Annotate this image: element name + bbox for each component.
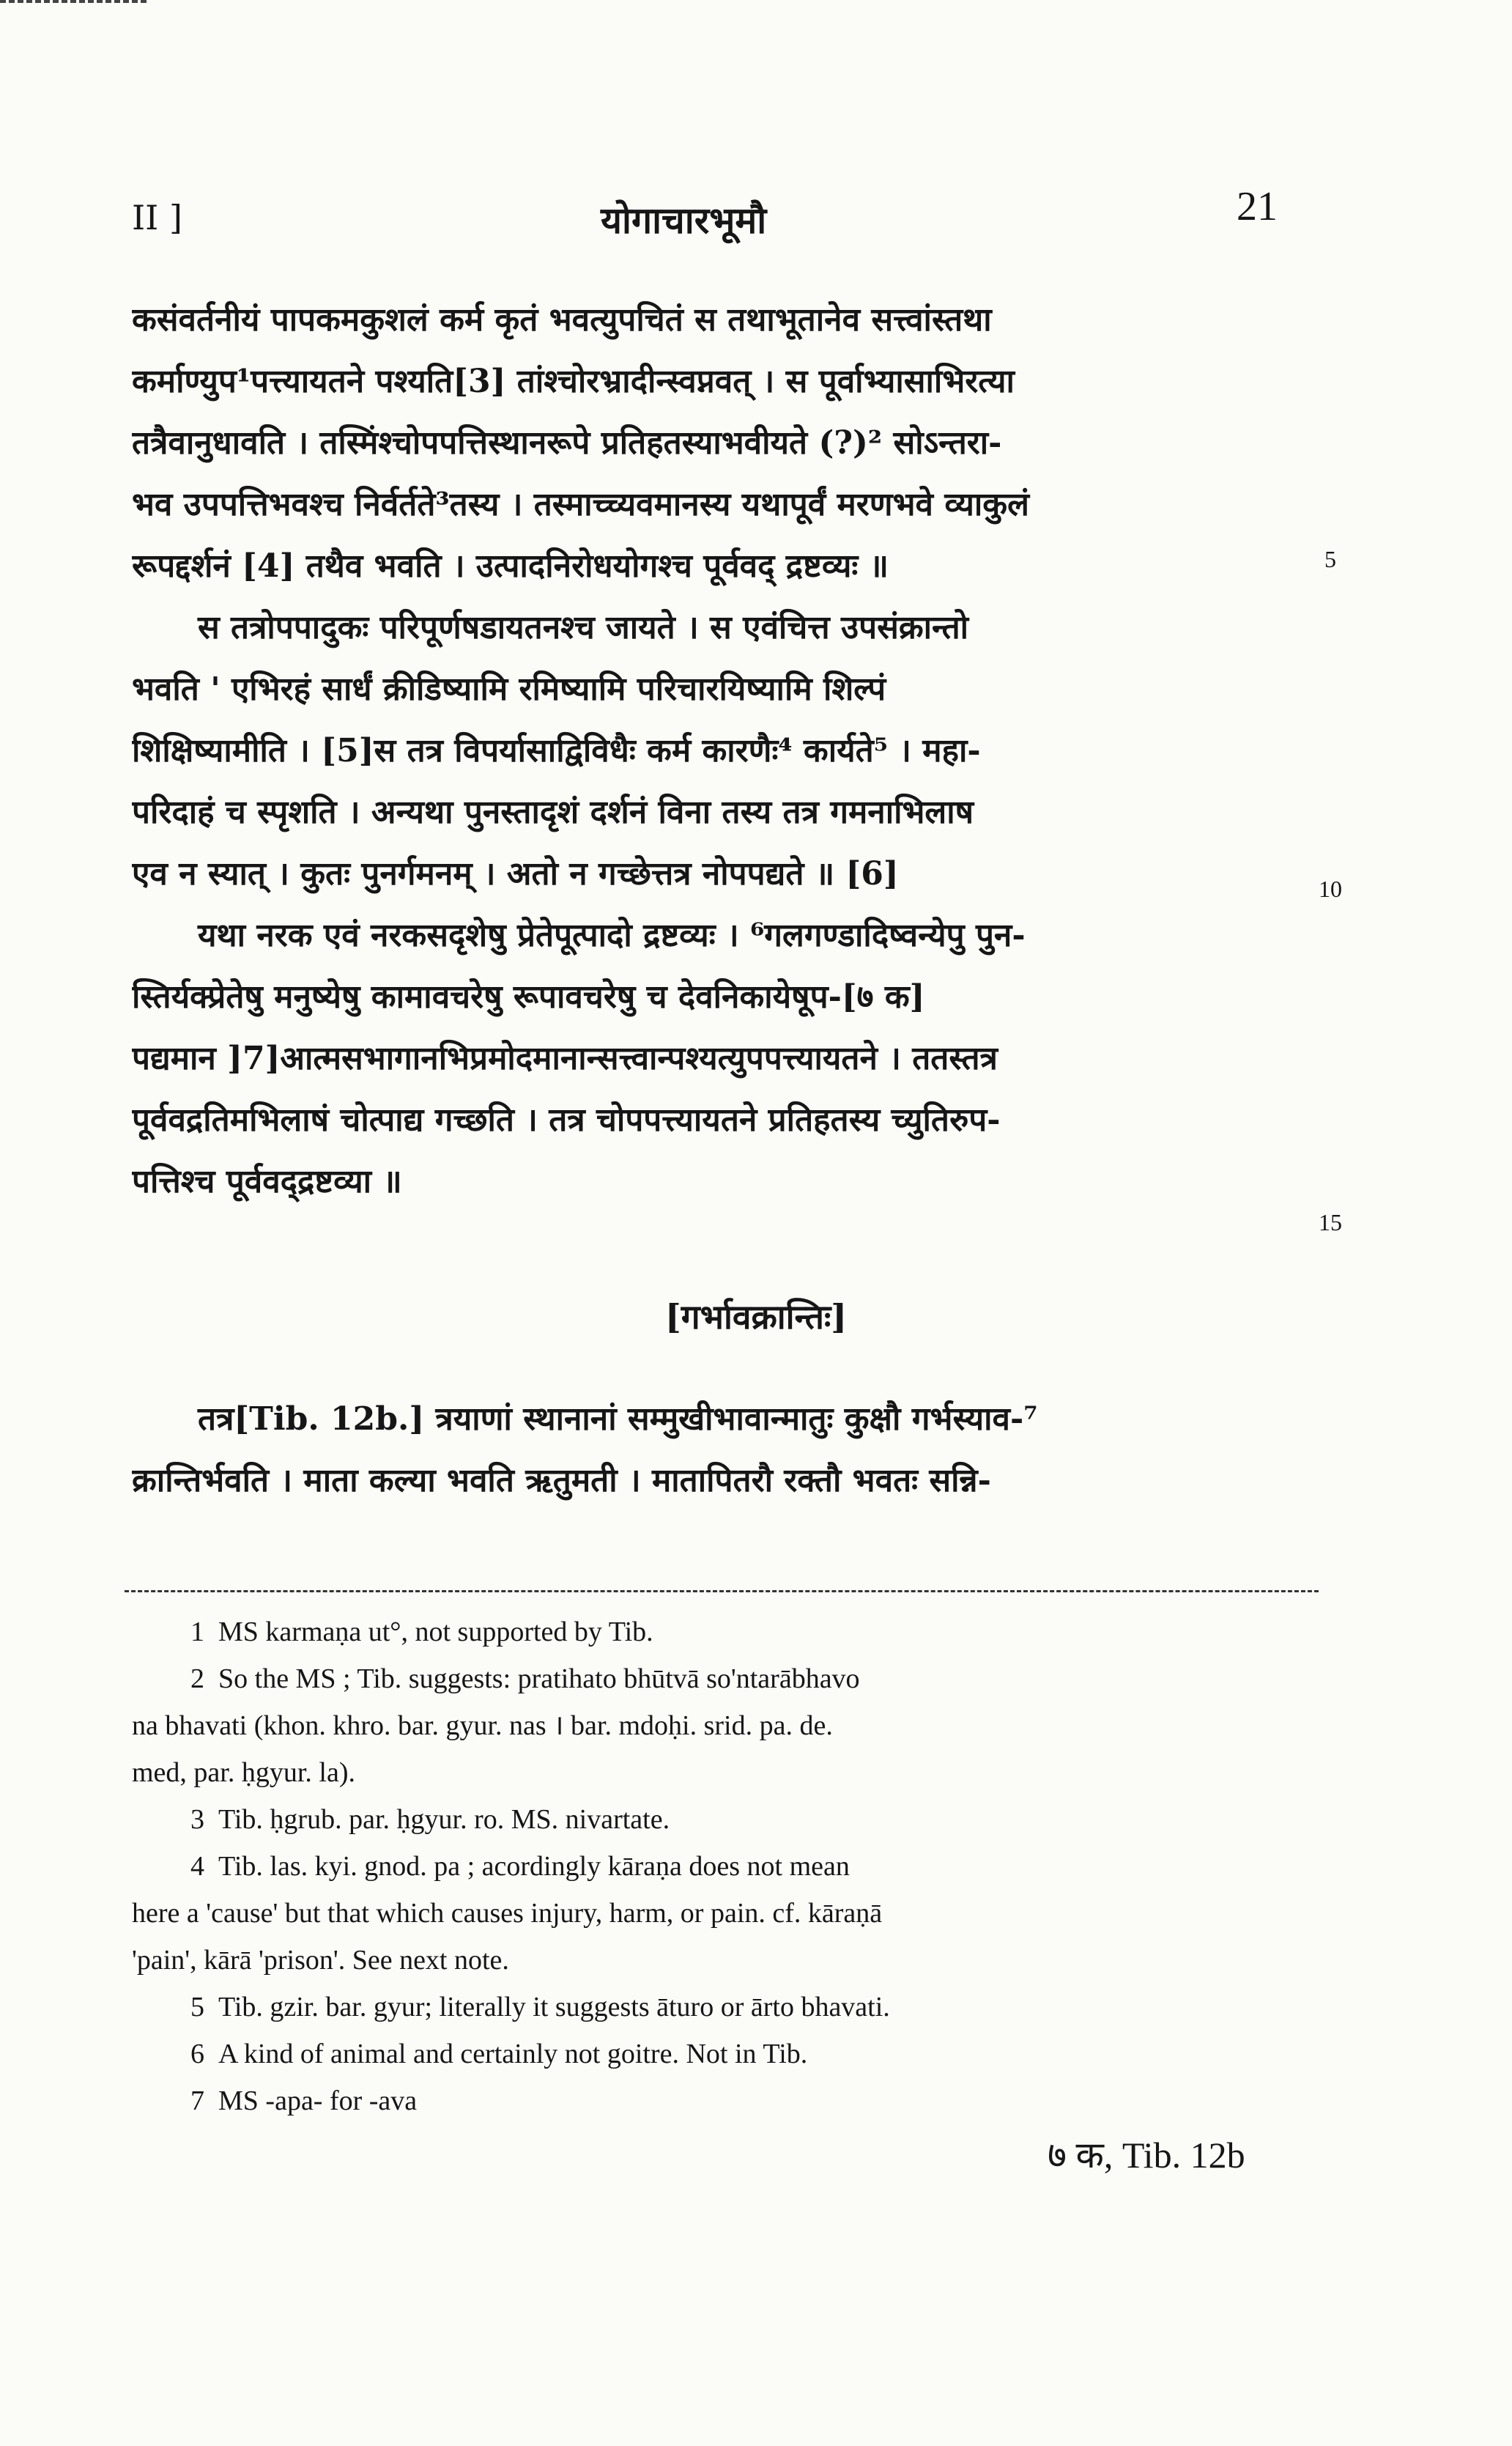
footnote-2-continuation: med, par. ḥgyur. la).	[132, 1757, 355, 1788]
footnote-5: 5 Tib. gzir. bar. gyur; literally it suggests āturo or ārto bhavati.	[190, 1992, 890, 2022]
text-line: कसंवर्तनीयं पापकमकुशलं कर्म कृतं भवत्युपचितं स तथाभूतानेव सत्त्वांस्तथा	[132, 301, 992, 339]
text-line: भव उपपत्तिभवश्च निर्वर्तते³तस्य । तस्माच्च्यवमानस्य यथापूर्वं मरणभवे व्याकुलं	[132, 486, 1029, 523]
text-line: पद्यमान ]7]आत्मसभागानभिप्रमोदमानान्सत्त्वान्पश्यत्युपपत्त्यायतने । ततस्तत्र	[132, 1040, 998, 1077]
main-text	[132, 289, 1289, 1213]
footnote-7: 7 MS -apa- for -ava	[190, 2085, 418, 2116]
line-number-10: 10	[1319, 876, 1342, 902]
footnote-3: 3 Tib. ḥgrub. par. ḥgyur. ro. MS. nivartate.	[190, 1804, 670, 1835]
section-heading: [गर्भावक्रान्तिः]	[664, 1297, 848, 1337]
footnote-4-continuation: here a 'cause' but that which causes injury, harm, or pain. cf. kāraṇā	[132, 1898, 883, 1929]
text-line: स तत्रोपपादुकः परिपूर्णषडायतनश्च जायते । स एवंचित्त उपसंक्रान्तो	[198, 609, 969, 646]
text-line: तत्रैवानुधावति । तस्मिंश्चोपपत्तिस्थानरूपे प्रतिहतस्याभवीयते (?)² सोऽन्तरा-	[132, 424, 1002, 462]
text-line: पूर्ववद्रतिमभिलाषं चोत्पाद्य गच्छति । तत्र चोपपत्त्यायतने प्रतिहतस्य च्युतिरुप-	[132, 1101, 1001, 1139]
section-text	[132, 1389, 1289, 1512]
text-line: परिदाहं च स्पृशति । अन्यथा पुनस्तादृशं दर्शनं विना तस्य तत्र गमनाभिलाष	[132, 794, 974, 831]
text-line: एव न स्यात् । कुतः पुनर्गमनम् । अतो न गच्छेत्तत्र नोपपद्यते ॥ [6]	[132, 855, 899, 893]
text-line: यथा नरक एवं नरकसदृशेषु प्रेतेपूत्पादो द्रष्टव्यः । ⁶गलगण्डादिष्वन्येपु पुन-	[198, 917, 1026, 954]
footnote-separator	[125, 1590, 1319, 1592]
line-number-5: 5	[1324, 546, 1336, 572]
line-number-15: 15	[1319, 1209, 1342, 1235]
text-line: स्तिर्यक्प्रेतेषु मनुष्येषु कामावचरेषु रूपावचरेषु च देवनिकायेषूप-[७ क]	[132, 978, 925, 1016]
text-line: कर्माण्युप¹पत्त्यायतने पश्यति[3] तांश्चोरभ्रादीन्स्वप्नवत् । स पूर्वाभ्यासाभिरत्या	[132, 363, 1015, 400]
footnotes	[132, 1608, 1304, 2124]
text-line: रूपद्दर्शनं [4] तथैव भवति । उत्पादनिरोधयोगश्च पूर्ववद् द्रष्टव्यः ॥	[132, 547, 889, 585]
text-line: तत्र[Tib. 12b.] त्रयाणां स्थानानां सम्मुखीभावान्मातुः कुक्षौ गर्भस्याव-⁷	[198, 1400, 1038, 1438]
footnote-4: 4 Tib. las. kyi. gnod. pa ; acordingly kāraṇa does not mean	[190, 1851, 850, 1882]
footnote-2-continuation: na bhavati (khon. khro. bar. gyur. nas । bar. mdoḥi. srid. pa. de.	[132, 1710, 833, 1741]
footnote-6: 6 A kind of animal and certainly not goitre. Not in Tib.	[190, 2039, 808, 2069]
scan-edge-mark	[0, 0, 147, 3]
page-number: 21	[1237, 184, 1278, 229]
running-title: योगाचारभूमौ	[601, 199, 767, 242]
text-line: क्रान्तिर्भवति । माता कल्या भवति ऋतुमती । मातापितरौ रक्तौ भवतः सन्नि-	[132, 1462, 991, 1499]
footnote-2: 2 So the MS ; Tib. suggests: pratihato bhūtvā so'ntarābhavo	[190, 1663, 860, 1694]
header-section-marker: II ]	[132, 198, 182, 237]
text-line: भवति ' एभिरहं सार्धं क्रीडिष्यामि रमिष्यामि परिचारयिष्यामि शिल्पं	[132, 670, 886, 708]
text-line: शिक्षिष्यामीति । [5]स तत्र विपर्यासाद्विविधैः कर्म कारणैः⁴ कार्यते⁵ । महा-	[132, 732, 981, 769]
text-line: पत्तिश्च पूर्ववद्द्रष्टव्या ॥	[132, 1163, 402, 1200]
folio-reference: ७ क, Tib. 12b	[1048, 2135, 1245, 2176]
footnote-4-continuation: 'pain', kārā 'prison'. See next note.	[132, 1945, 509, 1976]
footnote-1: 1 MS karmaṇa ut°, not supported by Tib.	[190, 1616, 653, 1647]
